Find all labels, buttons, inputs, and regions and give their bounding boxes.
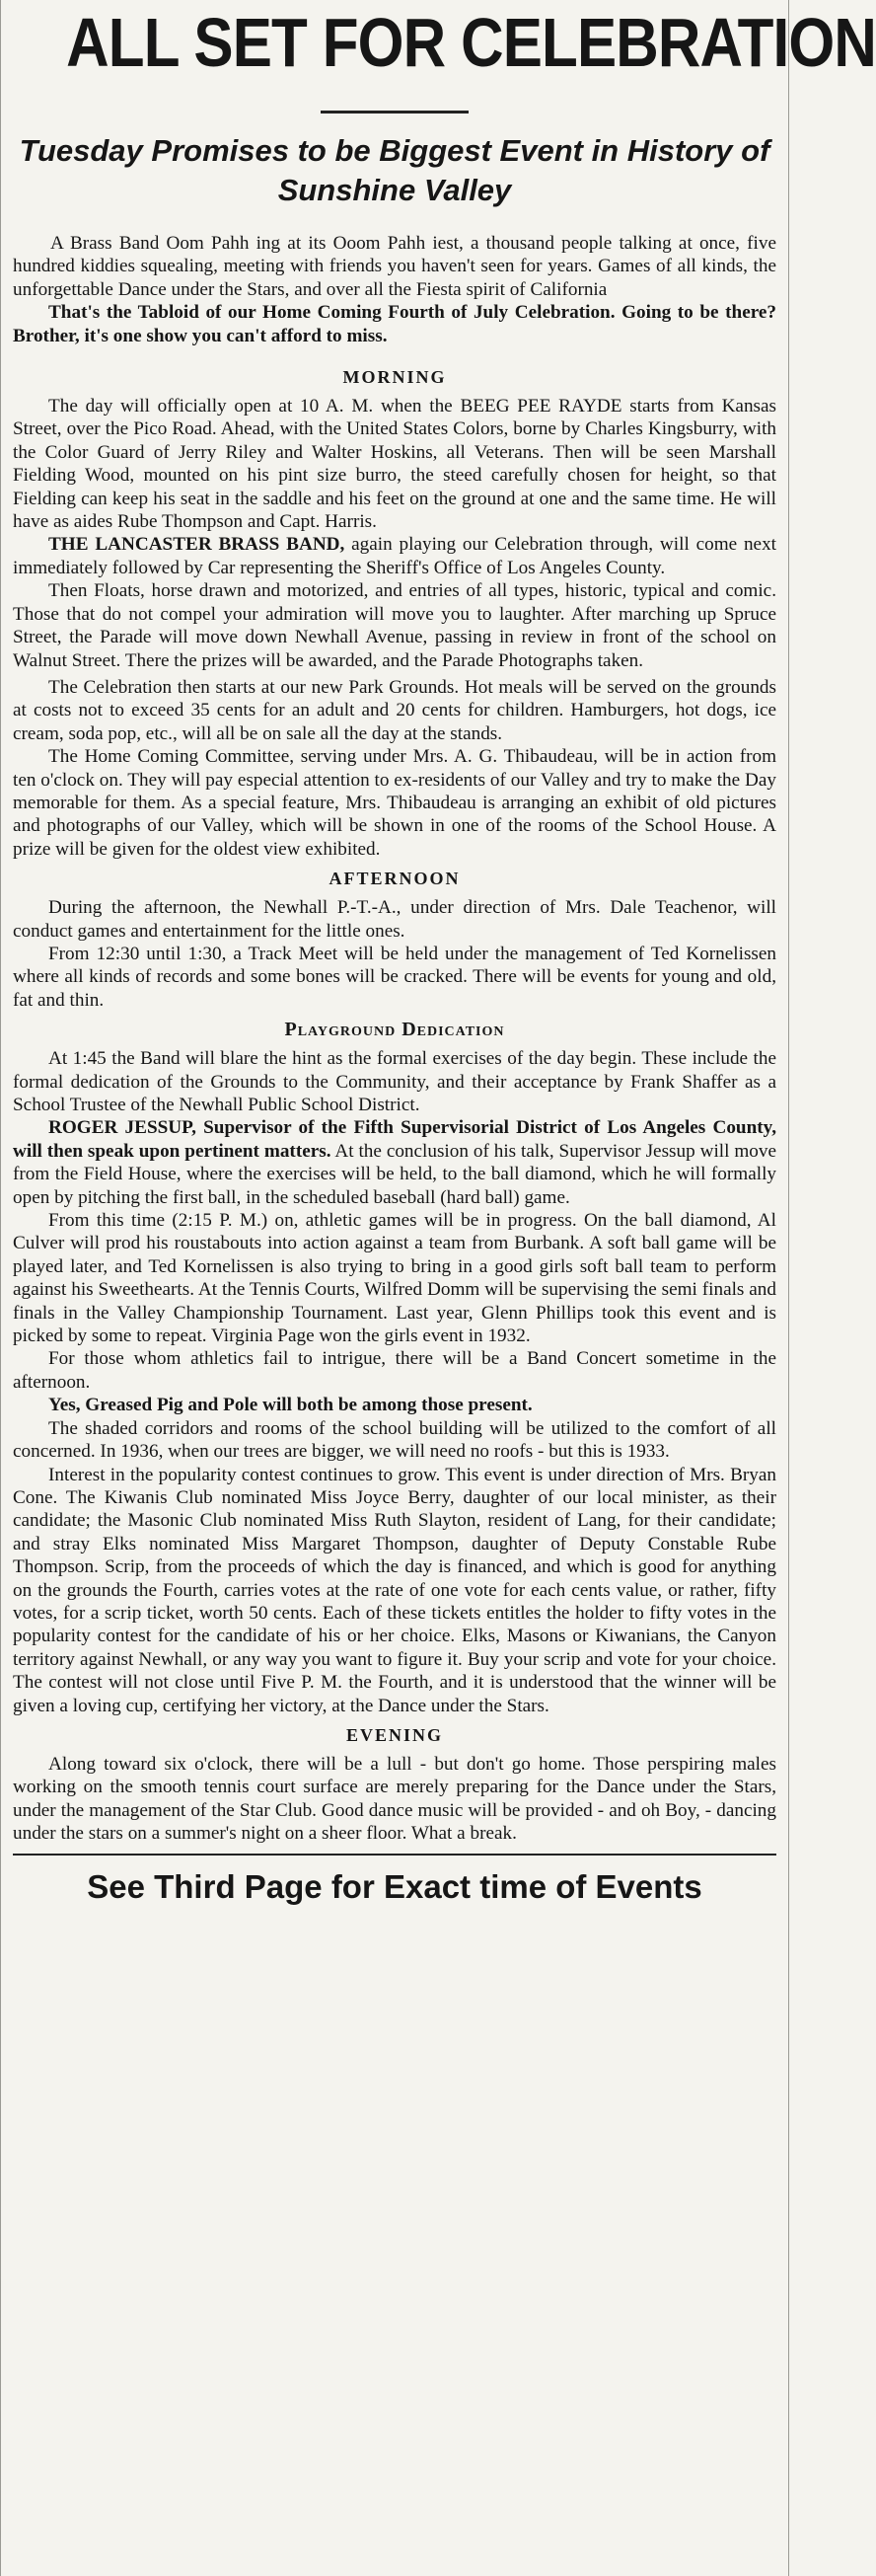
jessup-rest: At the conclusion of his talk, Supervisor Jessup will move from the Field House, where the exercises will be held, to the ball diamond, which he will formally open by pitching the first ball, in the scheduled baseball (hard ball) game. xyxy=(13,1140,776,1208)
morning-committee-paragraph: The Home Coming Committee, serving under Mrs. A. G. Thibaudeau, will be in action from ten o'clock on. They will pay especial attention to ex-residents of our Valley and try to make the Day memorable for them. As a special feature, Mrs. Thibaudeau is arranging an exhibit of old pictures and photographs of our Valley, which will be shown in one of the rooms of the School House. A prize will be given for the oldest view exhibited. xyxy=(13,746,776,860)
evening-section xyxy=(13,1723,776,1846)
morning-park-paragraph: The Celebration then starts at our new Park Grounds. Hot meals will be served on the grounds at costs not to exceed 35 cents for an adult and 20 cents for children. Hamburgers, hot dogs, ice cream, soda pop, etc., will all be on sale all the day at the stands. xyxy=(13,676,776,744)
footer-banner: See Third Page for Exact time of Events xyxy=(87,1867,702,1905)
playground-popularity-paragraph: Interest in the popularity contest continues to grow. This event is under direction of Mrs. Bryan Cone. The Kiwanis Club nominated Miss Joyce Berry, daughter of our local minister, as their candidate; the Masonic Club nominated Miss Ruth Slayton, resident of Lang, for their candidate; and stray Elks nominated Miss Margaret Thompson, daughter of Deputy Constable Rube Thompson. Scrip, from the proceeds of which the day is financed, and which is good for anything on the grounds the Fourth, carries votes at the rate of one vote for each cents value, or rather, fifty votes, for a scrip ticket, worth 50 cents. Each of these tickets entitles the holder to fifty votes in the popularity contest for the candidate of his or her choice. Elks, Masons or Kiwanians, the Canyon territory against Newhall, or any way you want to figure it. Buy your scrip and vote for your choice. The contest will not close until Five P. M. the Fourth, and it is understood that the winner will be given a loving cup, certifying her victory, at the Dance under the Stars. xyxy=(13,1464,776,1716)
jessup-lead: ROGER JESSUP, Supervisor of the Fifth Supervisorial District of Los Angeles County, will then speak upon pertinent matters. xyxy=(13,1117,776,1162)
band-lead: THE LANCASTER BRASS BAND, xyxy=(48,534,345,556)
intro-section xyxy=(13,232,776,347)
morning-band-paragraph xyxy=(13,533,776,579)
afternoon-pta-paragraph: During the afternoon, the Newhall P.-T.-A., under direction of Mrs. Dale Teachenor, will conduct games and entertainment for the little ones. xyxy=(13,897,776,942)
playground-heading: Playground Dedication xyxy=(284,1019,505,1041)
playground-concert-paragraph: For those whom athletics fail to intrigue, there will be a Band Concert sometime in the afternoon. xyxy=(13,1348,776,1393)
intro-tabloid-paragraph: That's the Tabloid of our Home Coming Fourth of July Celebration. Going to be there? Brother, it's one show you can't afford to miss. xyxy=(13,302,776,346)
intro-paragraph: A Brass Band Oom Pahh ing at its Ooom Pahh iest, a thousand people talking at once, five hundred kiddies squealing, meeting with friends you haven't seen for years. Games of all kinds, the unforgettable Dance under the Stars, and over all the Fiesta spirit of California xyxy=(13,233,776,300)
subheadline: Tuesday Promises to be Biggest Event in History of Sunshine Valley xyxy=(19,133,770,207)
evening-heading: EVENING xyxy=(345,1724,443,1745)
playground-section xyxy=(13,1018,776,1717)
playground-band-paragraph: At 1:45 the Band will blare the hint as the formal exercises of the day begin. These include the formal dedication of the Grounds to the Community, and their acceptance by Frank Shaffer as a School Trustee of the Newhall Public School District. xyxy=(13,1048,776,1115)
headline: ALL SET FOR CELEBRATION xyxy=(66,4,876,81)
footer-divider xyxy=(13,1854,776,1856)
morning-parade-paragraph: The day will officially open at 10 A. M. when the BEEG PEE RAYDE starts from Kansas Street, over the Pico Road. Ahead, with the United States Colors, borne by Charles Kingsburry, with the Color Guard of Jerry Riley and Walter Hoskins, all Veterans. Then will be seen Marshall Fielding Wood, mounted on his pint size burro, the steed carefully chosen for height, so that Fielding can keep his seat in the saddle and his feet on the ground at one and the same time. He will have as aides Rube Thompson and Capt. Harris. xyxy=(13,396,776,533)
afternoon-track-paragraph: From 12:30 until 1:30, a Track Meet will be held under the management of Ted Kornelissen where all kinds of records and some bones will be cracked. There will be events for young and old, fat and thin. xyxy=(13,943,776,1011)
morning-section xyxy=(13,365,776,861)
morning-floats-paragraph: Then Floats, horse drawn and motorized, and entries of all types, historic, typical and comic. Those that do not compel your admiration will move you to laughter. After marching up Spruce Street, the Parade will move down Newhall Avenue, passing in review in front of the school on Walnut Street. There the prizes will be awarded, and the Parade Photographs taken. xyxy=(13,580,776,671)
headline-divider xyxy=(321,111,469,114)
afternoon-section xyxy=(13,867,776,1012)
playground-corridors-paragraph: The shaded corridors and rooms of the school building will be utilized to the comfort of all concerned. In 1936, when our trees are bigger, we will need no roofs - but this is 1933. xyxy=(13,1417,776,1463)
playground-games-paragraph: From this time (2:15 P. M.) on, athletic games will be in progress. On the ball diamond, Al Culver will prod his roustabouts into action against a team from Burbank. A soft ball game will be played later, and Ted Kornelissen is also trying to bring in a good girls soft ball team to perform against his Sweethearts. At the Tennis Courts, Wilfred Domm will be supervising the semi finals and finals in the Valley Championship Tournament. Last year, Glenn Phillips took this event and is picked by some to repeat. Virginia Page won the girls event in 1932. xyxy=(13,1210,776,1347)
evening-paragraph: Along toward six o'clock, there will be a lull - but don't go home. Those perspiring males working on the smooth tennis court surface are merely preparing for the Dance under the Stars, under the management of the Star Club. Good dance music will be provided - and oh Boy, - dancing under the stars on a summer's night on a sheer floor. What a break. xyxy=(13,1753,776,1845)
afternoon-heading: AFTERNOON xyxy=(328,869,461,889)
playground-jessup-paragraph xyxy=(13,1116,776,1209)
playground-greased-pig-paragraph: Yes, Greased Pig and Pole will both be among those present. xyxy=(48,1395,533,1416)
band-rest: again playing our Celebration through, will come next immediately followed by Car representing the Sheriff's Office of Los Angeles County. xyxy=(13,534,776,578)
morning-heading: MORNING xyxy=(342,367,447,388)
